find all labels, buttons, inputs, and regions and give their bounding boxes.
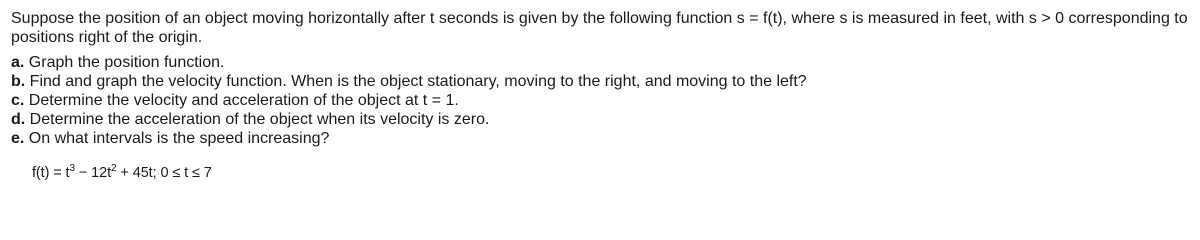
part-letter: b. bbox=[11, 73, 26, 90]
problem-part-e bbox=[11, 129, 1195, 148]
part-text: Determine the acceleration of the object when its velocity is zero. bbox=[25, 111, 490, 128]
part-text: On what intervals is the speed increasing? bbox=[24, 130, 330, 147]
problem-part-b bbox=[11, 72, 1195, 91]
part-text: Graph the position function. bbox=[24, 54, 225, 71]
formula-exponent-cubed: 3 bbox=[69, 163, 75, 174]
problem-part-d bbox=[11, 110, 1195, 129]
problem-parts-list bbox=[11, 53, 1195, 148]
part-text: Determine the velocity and acceleration of the object at t = 1. bbox=[24, 92, 459, 109]
formula-lhs: f(t) = t bbox=[32, 165, 70, 181]
part-letter: d. bbox=[11, 111, 26, 128]
part-letter: e. bbox=[11, 130, 25, 147]
problem-intro: Suppose the position of an object moving horizontally after t seconds is given by the following function s = f(t), where s is measured in feet, with s > 0 corresponding to positions right of the origin. bbox=[11, 10, 1188, 46]
part-letter: c. bbox=[11, 92, 25, 109]
problem-part-c bbox=[11, 91, 1195, 110]
position-function-formula bbox=[32, 165, 212, 181]
formula-middle-term: − 12t bbox=[74, 165, 112, 181]
problem-part-a bbox=[11, 53, 1195, 72]
part-text: Find and graph the velocity function. When is the object stationary, moving to the right, and moving to the left? bbox=[25, 73, 807, 90]
formula-exponent-squared: 2 bbox=[111, 163, 117, 174]
formula-rhs: + 45t; 0 ≤ t ≤ 7 bbox=[116, 165, 212, 181]
problem-statement bbox=[11, 9, 1195, 148]
part-letter: a. bbox=[11, 54, 25, 71]
